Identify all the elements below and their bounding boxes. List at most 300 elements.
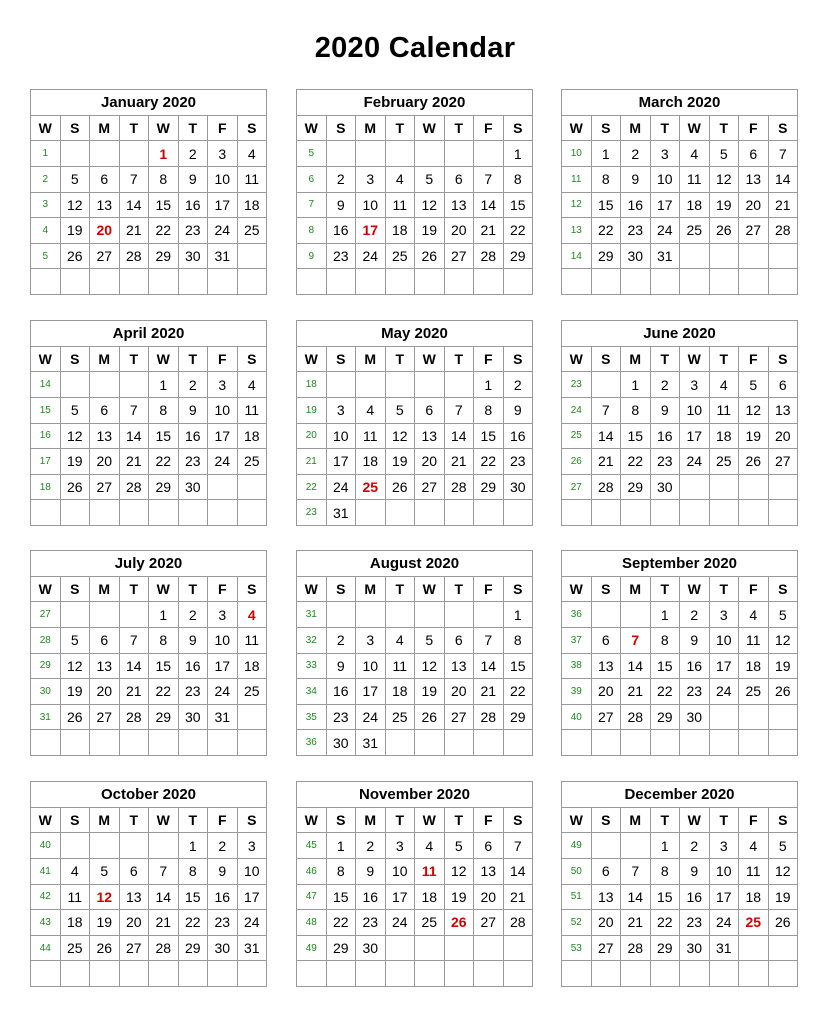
day-cell: 14 [621,885,651,911]
day-cell: 24 [208,449,238,475]
day-cell: 23 [179,218,209,244]
day-cell [592,269,622,295]
day-cell: 19 [386,449,416,475]
day-cell [386,500,416,526]
day-cell [208,475,238,501]
weekday-header: W [297,577,327,603]
day-cell [90,602,120,628]
day-cell: 20 [592,910,622,936]
day-cell: 17 [208,424,238,450]
day-cell [680,244,710,270]
weekday-header: S [504,116,534,142]
day-cell [621,500,651,526]
day-cell [621,833,651,859]
weekday-header: W [562,347,592,373]
day-cell: 9 [651,398,681,424]
day-cell: 27 [739,218,769,244]
day-cell: 10 [386,859,416,885]
weekday-header: W [415,116,445,142]
weekday-header: S [769,347,799,373]
day-cell: 6 [445,628,475,654]
day-cell: 27 [445,244,475,270]
day-cell: 8 [504,628,534,654]
week-number: 42 [31,885,61,911]
day-cell: 3 [651,141,681,167]
day-cell [592,602,622,628]
day-cell: 13 [739,167,769,193]
day-cell: 26 [769,679,799,705]
day-cell: 13 [592,654,622,680]
day-cell: 5 [415,167,445,193]
day-cell: 5 [90,859,120,885]
day-cell: 31 [651,244,681,270]
day-cell: 22 [504,218,534,244]
day-cell: 25 [61,936,91,962]
day-cell: 25 [238,218,268,244]
week-number: 27 [31,602,61,628]
day-cell: 9 [680,628,710,654]
weekday-header: S [769,577,799,603]
day-cell: 29 [651,705,681,731]
weekday-header: W [31,577,61,603]
day-cell [90,961,120,987]
day-cell: 17 [356,679,386,705]
day-cell: 27 [769,449,799,475]
day-cell: 9 [208,859,238,885]
day-cell [120,730,150,756]
day-cell: 26 [61,244,91,270]
month-september [561,550,798,756]
weekday-header: F [208,347,238,373]
day-cell [238,269,268,295]
day-cell: 16 [179,654,209,680]
day-cell: 3 [208,602,238,628]
day-cell: 10 [356,654,386,680]
day-cell [445,372,475,398]
day-cell: 18 [415,885,445,911]
weekday-header: S [592,577,622,603]
day-cell: 24 [680,449,710,475]
day-cell: 10 [356,193,386,219]
day-cell: 6 [474,833,504,859]
day-cell: 4 [739,833,769,859]
day-cell [474,141,504,167]
day-cell [474,500,504,526]
day-cell [149,730,179,756]
day-cell [386,269,416,295]
day-cell [592,730,622,756]
day-cell [149,500,179,526]
day-cell: 28 [120,244,150,270]
day-cell: 2 [680,833,710,859]
week-number [297,961,327,987]
weekday-header: M [621,808,651,834]
day-cell [474,961,504,987]
weekday-header: T [445,347,475,373]
day-cell [504,961,534,987]
weekday-header: F [208,808,238,834]
holiday-date: 25 [739,910,769,936]
day-cell: 24 [651,218,681,244]
day-cell: 15 [474,424,504,450]
day-cell [651,500,681,526]
week-number: 26 [562,449,592,475]
weekday-header: S [238,116,268,142]
day-cell: 5 [61,167,91,193]
day-cell: 30 [179,244,209,270]
day-cell: 5 [710,141,740,167]
day-cell: 12 [386,424,416,450]
weekday-header: M [621,577,651,603]
day-cell: 14 [120,654,150,680]
day-cell: 29 [149,244,179,270]
day-cell: 29 [592,244,622,270]
day-cell: 2 [179,141,209,167]
day-cell: 9 [680,859,710,885]
day-cell [61,269,91,295]
day-cell [445,730,475,756]
day-cell: 19 [415,679,445,705]
month-february [296,89,533,295]
weekday-header: S [327,347,357,373]
day-cell [739,475,769,501]
day-cell [327,602,357,628]
weekday-header: F [474,347,504,373]
day-cell [769,244,799,270]
day-cell [327,141,357,167]
day-cell: 20 [769,424,799,450]
day-cell: 21 [621,910,651,936]
day-cell: 24 [208,679,238,705]
weekday-header: F [739,808,769,834]
day-cell [356,269,386,295]
day-cell: 14 [769,167,799,193]
day-cell [621,961,651,987]
day-cell [415,602,445,628]
day-cell: 20 [90,449,120,475]
week-number: 34 [297,679,327,705]
weekday-header: M [621,347,651,373]
weekday-header: T [710,577,740,603]
holiday-date: 12 [90,885,120,911]
day-cell: 26 [386,475,416,501]
week-number: 10 [562,141,592,167]
day-cell [327,269,357,295]
day-cell: 13 [90,193,120,219]
day-cell: 6 [90,167,120,193]
weekday-header: T [386,808,416,834]
weekday-header: T [710,116,740,142]
weekday-header: W [680,347,710,373]
day-cell [680,961,710,987]
day-cell [179,269,209,295]
weekday-header: S [592,347,622,373]
day-cell: 18 [238,424,268,450]
day-cell: 12 [710,167,740,193]
day-cell: 26 [415,705,445,731]
week-number [562,500,592,526]
weekday-header: T [445,116,475,142]
day-cell: 19 [710,193,740,219]
weekday-header: T [179,808,209,834]
week-number: 18 [31,475,61,501]
day-cell: 24 [710,679,740,705]
weekday-header: T [651,577,681,603]
day-cell: 13 [90,424,120,450]
week-number: 35 [297,705,327,731]
day-cell: 28 [149,936,179,962]
week-number [31,269,61,295]
day-cell: 19 [61,218,91,244]
weekday-header: S [61,347,91,373]
day-cell: 28 [120,475,150,501]
day-cell: 29 [149,475,179,501]
day-cell: 21 [120,679,150,705]
day-cell: 27 [474,910,504,936]
day-cell: 17 [710,885,740,911]
day-cell: 11 [710,398,740,424]
day-cell: 9 [356,859,386,885]
month-june [561,320,798,526]
day-cell [710,269,740,295]
day-cell: 3 [356,628,386,654]
day-cell: 24 [327,475,357,501]
day-cell: 15 [179,885,209,911]
day-cell: 6 [120,859,150,885]
holiday-date: 17 [356,218,386,244]
day-cell [739,936,769,962]
weekday-header: F [474,577,504,603]
weekday-header: W [149,577,179,603]
week-number: 21 [297,449,327,475]
week-number: 23 [562,372,592,398]
weekday-header: S [327,808,357,834]
day-cell [386,141,416,167]
weekday-header: M [90,347,120,373]
day-cell: 29 [504,244,534,270]
day-cell: 16 [621,193,651,219]
day-cell: 11 [238,167,268,193]
day-cell [120,372,150,398]
day-cell: 15 [592,193,622,219]
month-title: November 2020 [297,782,533,808]
day-cell: 17 [680,424,710,450]
day-cell: 31 [710,936,740,962]
day-cell: 2 [327,628,357,654]
week-number: 13 [562,218,592,244]
day-cell: 10 [710,628,740,654]
day-cell: 22 [149,449,179,475]
week-number: 39 [562,679,592,705]
weekday-header: S [61,116,91,142]
month-title: May 2020 [297,321,533,347]
day-cell: 8 [504,167,534,193]
day-cell: 22 [149,679,179,705]
day-cell: 29 [651,936,681,962]
day-cell [710,730,740,756]
day-cell: 22 [592,218,622,244]
weekday-header: W [562,577,592,603]
day-cell: 24 [238,910,268,936]
week-number: 30 [31,679,61,705]
day-cell [769,705,799,731]
day-cell: 18 [61,910,91,936]
day-cell: 6 [769,372,799,398]
day-cell: 12 [415,193,445,219]
week-number: 49 [562,833,592,859]
day-cell: 18 [238,654,268,680]
day-cell [356,961,386,987]
day-cell [445,961,475,987]
holiday-date: 11 [415,859,445,885]
weekday-header: W [680,116,710,142]
day-cell: 10 [208,398,238,424]
weekday-header: T [120,347,150,373]
day-cell: 21 [149,910,179,936]
weekday-header: M [90,116,120,142]
day-cell: 12 [61,654,91,680]
week-number [31,500,61,526]
day-cell: 24 [386,910,416,936]
week-number: 49 [297,936,327,962]
day-cell: 7 [621,859,651,885]
day-cell: 21 [474,218,504,244]
day-cell: 3 [710,833,740,859]
day-cell: 17 [386,885,416,911]
day-cell: 4 [238,141,268,167]
day-cell [651,730,681,756]
day-cell: 14 [149,885,179,911]
day-cell: 3 [327,398,357,424]
day-cell: 1 [179,833,209,859]
holiday-date: 7 [621,628,651,654]
day-cell: 22 [327,910,357,936]
day-cell: 8 [149,628,179,654]
day-cell: 9 [621,167,651,193]
day-cell: 24 [208,218,238,244]
day-cell: 22 [504,679,534,705]
day-cell [474,730,504,756]
day-cell [445,269,475,295]
day-cell: 28 [445,475,475,501]
day-cell: 20 [739,193,769,219]
day-cell [769,475,799,501]
week-number: 47 [297,885,327,911]
week-number: 19 [297,398,327,424]
weekday-header: T [179,116,209,142]
day-cell: 15 [327,885,357,911]
day-cell: 28 [120,705,150,731]
weekday-header: M [356,116,386,142]
day-cell: 9 [179,398,209,424]
day-cell: 1 [651,833,681,859]
day-cell: 30 [179,475,209,501]
day-cell: 26 [739,449,769,475]
holiday-date: 25 [356,475,386,501]
weekday-header: S [327,116,357,142]
month-october [30,781,267,987]
weekday-header: T [120,808,150,834]
day-cell: 28 [592,475,622,501]
weekday-header: F [739,347,769,373]
day-cell: 4 [386,628,416,654]
day-cell: 25 [386,244,416,270]
day-cell: 12 [739,398,769,424]
day-cell: 13 [769,398,799,424]
week-number: 11 [562,167,592,193]
day-cell: 22 [621,449,651,475]
day-cell [592,500,622,526]
day-cell: 31 [327,500,357,526]
page-title: 2020 Calendar [314,32,516,64]
weekday-header: W [680,808,710,834]
day-cell [61,141,91,167]
day-cell [356,602,386,628]
weekday-header: W [680,577,710,603]
week-number: 7 [297,193,327,219]
month-title: January 2020 [31,90,267,116]
month-title: June 2020 [562,321,798,347]
day-cell: 20 [474,885,504,911]
day-cell: 30 [651,475,681,501]
day-cell: 17 [208,193,238,219]
day-cell [327,961,357,987]
day-cell: 23 [179,679,209,705]
day-cell [90,730,120,756]
day-cell [474,602,504,628]
day-cell [504,936,534,962]
week-number: 14 [31,372,61,398]
day-cell [61,500,91,526]
weekday-header: S [769,116,799,142]
day-cell: 18 [238,193,268,219]
week-number: 16 [31,424,61,450]
day-cell: 25 [680,218,710,244]
holiday-date: 4 [238,602,268,628]
month-title: October 2020 [31,782,267,808]
day-cell: 8 [651,628,681,654]
day-cell: 8 [592,167,622,193]
weekday-header: W [149,347,179,373]
day-cell: 29 [327,936,357,962]
day-cell: 26 [61,475,91,501]
day-cell: 2 [179,372,209,398]
day-cell: 30 [680,936,710,962]
day-cell: 17 [208,654,238,680]
week-number: 20 [297,424,327,450]
weekday-header: F [739,577,769,603]
day-cell [769,269,799,295]
weekday-header: T [179,347,209,373]
day-cell: 6 [90,398,120,424]
day-cell: 2 [651,372,681,398]
week-number: 6 [297,167,327,193]
day-cell: 7 [769,141,799,167]
day-cell [356,372,386,398]
week-number: 27 [562,475,592,501]
day-cell [238,961,268,987]
week-number: 32 [297,628,327,654]
month-title: March 2020 [562,90,798,116]
day-cell: 1 [504,602,534,628]
day-cell [504,269,534,295]
day-cell: 23 [179,449,209,475]
day-cell: 7 [474,628,504,654]
day-cell [90,141,120,167]
day-cell: 25 [386,705,416,731]
day-cell [651,269,681,295]
week-number: 41 [31,859,61,885]
